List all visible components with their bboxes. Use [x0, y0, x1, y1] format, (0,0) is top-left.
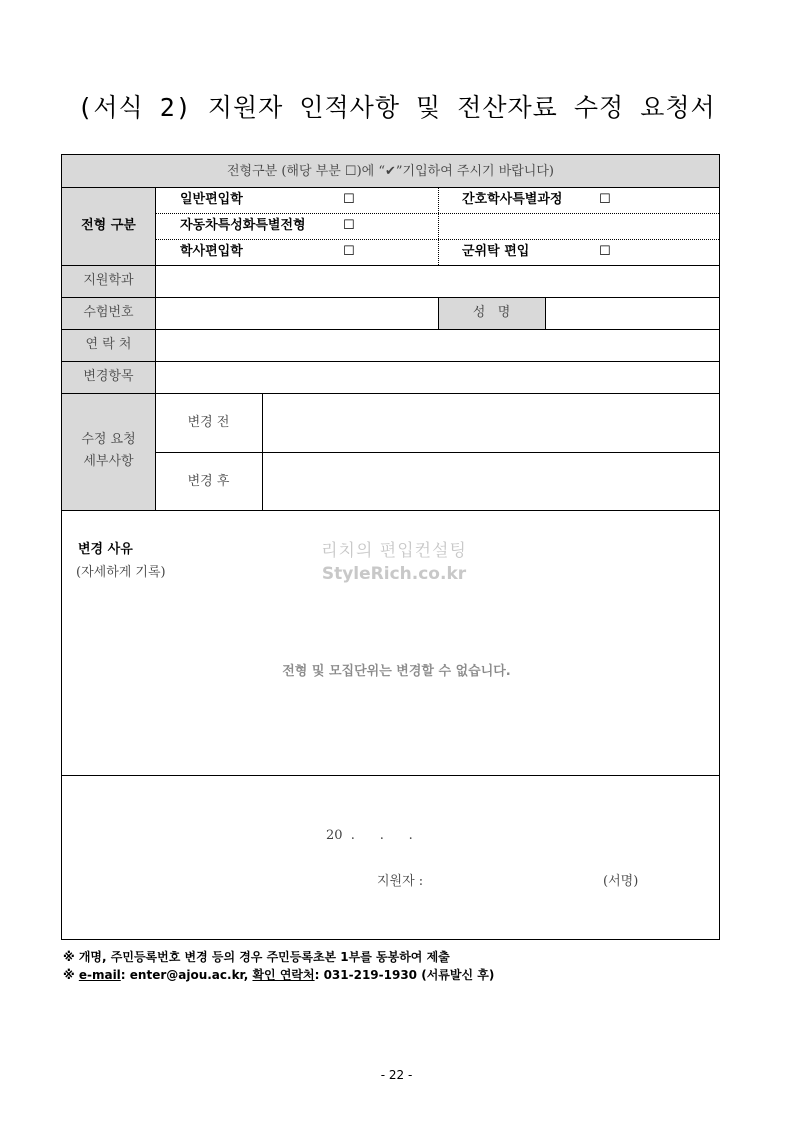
reason-label: 변경 사유: [78, 542, 133, 557]
header-instruction: 전형구분 (해당 부분 ☐)에 “✔”기입하여 주시기 바랍니다): [226, 164, 554, 179]
track-bachelor-transfer: 학사편입학: [180, 244, 243, 259]
column-divider-dotted: [438, 187, 439, 265]
detail-label-cell: [62, 393, 155, 510]
footnote-2: [63, 966, 494, 983]
row-divider-dotted: [155, 239, 719, 240]
reason-sub-label: (자세하게 기록): [76, 565, 166, 580]
checkbox-nursing-special[interactable]: ☐: [599, 192, 611, 207]
track-military-transfer: 군위탁 편입: [462, 244, 530, 259]
track-nursing-special: 간호학사특별과정: [462, 192, 563, 207]
department-field[interactable]: [156, 266, 719, 297]
watermark-logo: 리치의 편입컨설팅: [321, 541, 467, 561]
before-label: 변경 전: [187, 415, 230, 430]
change-item-field[interactable]: [156, 362, 719, 393]
footnote-2-prefix: ※: [63, 968, 79, 982]
phone-label: 확인 연락처: [252, 968, 315, 982]
row-divider: [62, 187, 719, 188]
row-divider-dotted: [155, 213, 719, 214]
after-field[interactable]: [263, 453, 719, 510]
page-title: (서식 2) 지원자 인적사항 및 전산자료 수정 요청서: [77, 93, 716, 122]
contact-field[interactable]: [156, 330, 719, 361]
footnote-1: [63, 948, 450, 965]
exam-number-field[interactable]: [156, 298, 438, 329]
track-general-transfer: 일반편입학: [180, 192, 243, 207]
row-divider: [62, 775, 719, 776]
before-field[interactable]: [263, 394, 719, 452]
phone-number: : 031-219-1930 (서류발신 후): [314, 968, 495, 982]
page-number: - 22 -: [380, 1068, 413, 1082]
email-address[interactable]: : enter@ajou.ac.kr,: [120, 968, 253, 982]
change-item-label: 변경항목: [83, 369, 134, 384]
checkbox-military-transfer[interactable]: ☐: [599, 244, 611, 259]
detail-label-line1: 수정 요청: [81, 432, 136, 447]
checkbox-bachelor-transfer[interactable]: ☐: [343, 244, 355, 259]
after-label: 변경 후: [187, 474, 230, 489]
detail-label-line2: 세부사항: [83, 454, 134, 469]
checkbox-auto-special[interactable]: ☐: [343, 218, 355, 233]
name-field[interactable]: [546, 298, 719, 329]
department-label: 지원학과: [83, 273, 134, 288]
date-line: 20 . . .: [326, 828, 413, 843]
email-label: e-mail: [78, 968, 121, 982]
exam-number-label: 수험번호: [83, 305, 134, 320]
footnote-1-text: ※ 개명, 주민등록번호 변경 등의 경우 주민등록초본 1부를 동봉하여 제출: [63, 950, 450, 964]
name-label: 성 명: [472, 305, 511, 320]
applicant-label: 지원자 :: [377, 874, 424, 889]
checkbox-general-transfer[interactable]: ☐: [343, 192, 355, 207]
track-label: 전형 구분: [81, 218, 136, 233]
contact-label: 연 락 처: [85, 337, 132, 352]
change-restriction-notice: 전형 및 모집단위는 변경할 수 없습니다.: [282, 664, 511, 679]
signature-label: (서명): [603, 874, 639, 889]
watermark-url: StyleRich.co.kr: [321, 564, 467, 584]
track-auto-special: 자동차특성화특별전형: [180, 218, 306, 233]
